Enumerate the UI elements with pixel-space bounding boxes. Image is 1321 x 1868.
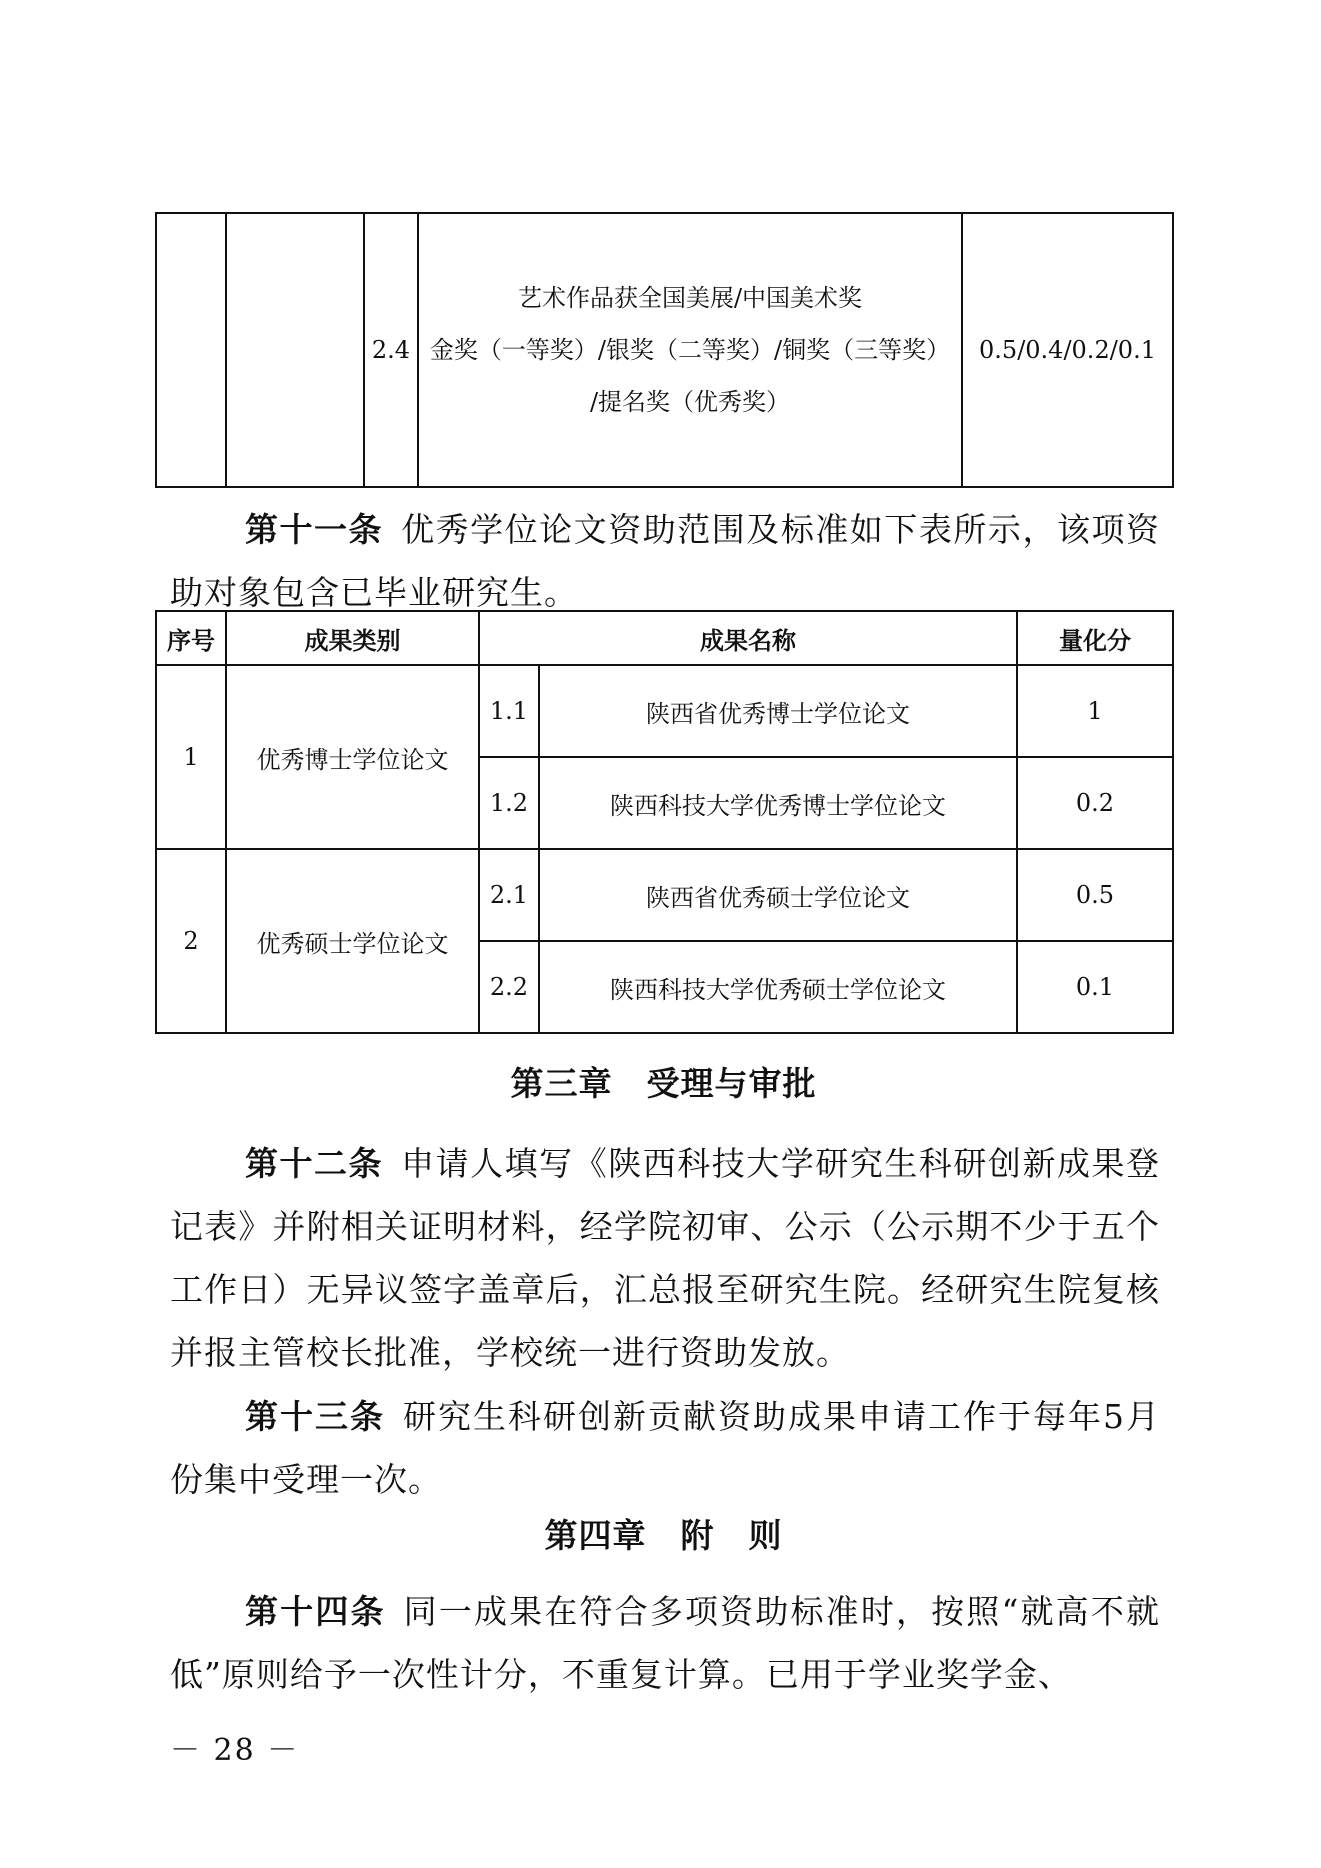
sub-number-cell: 2.2 (479, 941, 539, 1033)
category-cell: 优秀博士学位论文 (226, 665, 479, 849)
score-cell: 1 (1017, 665, 1173, 757)
group-number-cell: 2 (156, 849, 226, 1033)
score-cell: 0.1 (1017, 941, 1173, 1033)
header-score: 量化分 (1017, 611, 1173, 665)
empty-cell (156, 213, 226, 487)
article-heading: 第十三条 (245, 1397, 385, 1436)
continued-award-table (155, 212, 1174, 488)
table-row (156, 665, 1173, 757)
chapter-4-title: 第四章 附 则 (544, 1516, 783, 1555)
name-line: 艺术作品获全国美展/中国美术奖 (517, 284, 863, 312)
achievement-name-cell: 陕西科技大学优秀博士学位论文 (539, 757, 1017, 849)
article-heading: 第十四条 (245, 1592, 386, 1631)
article-text: 优秀学位论文资助范围及标准如下表所示，该项资助对象包含已毕业研究生。 (170, 510, 1161, 612)
header-no: 序号 (156, 611, 226, 665)
chapter-3-title: 第三章 受理与审批 (510, 1064, 817, 1103)
article-14 (170, 1580, 1160, 1706)
score-cell: 0.2 (1017, 757, 1173, 849)
sub-number-cell: 2.4 (364, 213, 418, 487)
table-row (156, 213, 1173, 487)
article-text: 申请人填写《陕西科技大学研究生科研创新成果登记表》并附相关证明材料，经学院初审、公示（公示期不少于五个工作日）无异议签字盖章后，汇总报至研究生院。经研究生院复核并报主管校长批准，学校统一进行资助发放。 (170, 1144, 1161, 1372)
score-cell: 0.5 (1017, 849, 1173, 941)
score-cell: 0.5/0.4/0.2/0.1 (962, 213, 1173, 487)
article-text: 研究生科研创新贡献资助成果申请工作于每年5月份集中受理一次。 (170, 1397, 1160, 1499)
sub-number-cell: 1.1 (479, 665, 539, 757)
article-heading: 第十二条 (245, 1144, 384, 1183)
table-header-row (156, 611, 1173, 665)
article-11 (170, 498, 1160, 624)
article-13 (170, 1385, 1160, 1511)
achievement-name-cell: 陕西省优秀博士学位论文 (539, 665, 1017, 757)
achievement-name-cell (418, 213, 962, 487)
table-row (156, 849, 1173, 941)
achievement-name-cell: 陕西科技大学优秀硕士学位论文 (539, 941, 1017, 1033)
article-12 (170, 1132, 1160, 1384)
sub-number-cell: 2.1 (479, 849, 539, 941)
article-heading: 第十一条 (245, 510, 384, 549)
empty-cell (226, 213, 364, 487)
category-cell: 优秀硕士学位论文 (226, 849, 479, 1033)
header-category: 成果类别 (226, 611, 479, 665)
header-name: 成果名称 (479, 611, 1017, 665)
name-line: 金奖（一等奖）/银奖（二等奖）/铜奖（三等奖） (429, 336, 951, 364)
sub-number-cell: 1.2 (479, 757, 539, 849)
page-number: － 28 － (170, 1733, 300, 1768)
article-text: 同一成果在符合多项资助标准时，按照“就高不就低”原则给予一次性计分，不重复计算。已用于学业奖学金、 (170, 1592, 1161, 1694)
group-number-cell: 1 (156, 665, 226, 849)
achievement-name-cell: 陕西省优秀硕士学位论文 (539, 849, 1017, 941)
thesis-award-table (155, 610, 1174, 1034)
name-line: /提名奖（优秀奖） (589, 388, 791, 416)
